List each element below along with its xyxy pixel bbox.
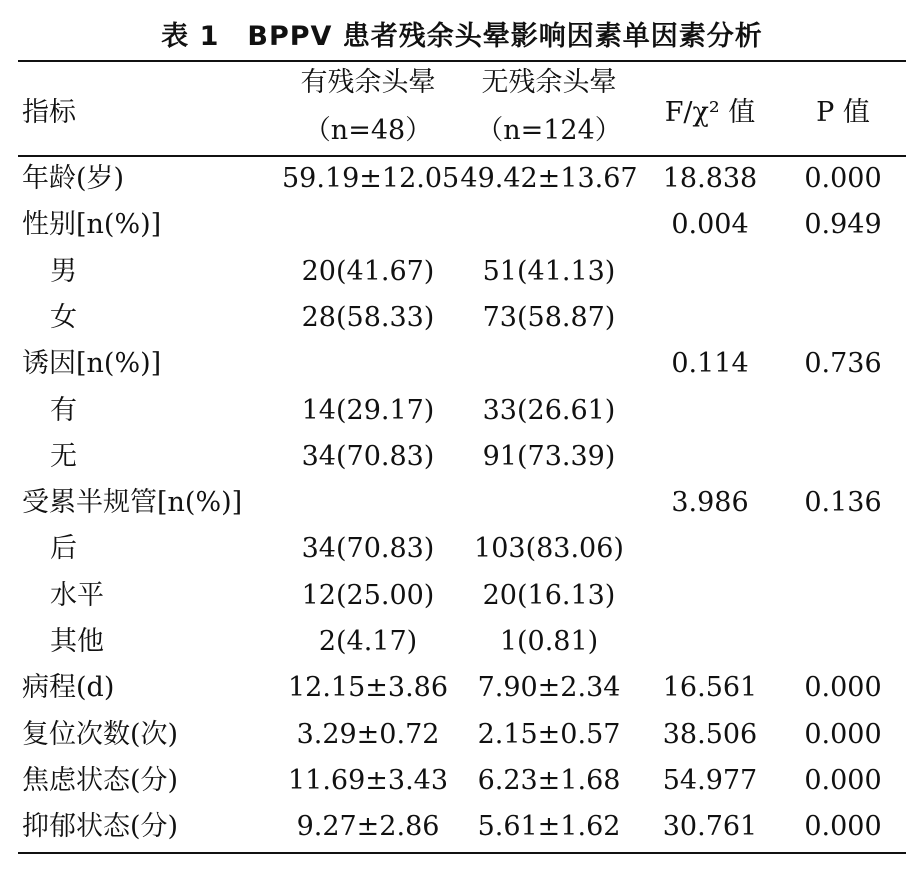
p-value: 0.000 — [804, 672, 882, 704]
row-label: 诱因[n(%)] — [22, 348, 162, 380]
group2-value: 51(41.13) — [482, 255, 616, 287]
row-label: 病程(d) — [22, 672, 115, 704]
group2-value: 2.15±0.57 — [477, 718, 621, 750]
stat-value: 18.838 — [662, 163, 758, 194]
stat-value: 3.986 — [671, 487, 749, 519]
group1-value: 3.29±0.72 — [296, 718, 440, 750]
group2-value: 73(58.87) — [482, 301, 616, 333]
group1-value: 28(58.33) — [301, 301, 435, 333]
stat-value: 0.114 — [671, 348, 749, 380]
stat-value: 38.506 — [662, 718, 758, 750]
table-row — [0, 761, 924, 801]
group1-value: 59.19±12.05 — [282, 163, 460, 194]
p-value: 0.736 — [804, 348, 882, 380]
group2-value: 49.42±13.67 — [460, 163, 638, 194]
bottom-rule — [18, 852, 906, 854]
table-caption: 表 1 BPPV 患者残余头晕影响因素单因素分析 — [161, 21, 763, 52]
group2-value: 1(0.81) — [499, 626, 599, 657]
group1-value: 2(4.17) — [318, 626, 418, 657]
row-label: 水平 — [50, 579, 104, 611]
row-label: 男 — [50, 255, 77, 287]
table-row — [0, 576, 924, 616]
table-row — [0, 807, 924, 847]
table-row — [0, 391, 924, 431]
table-row — [0, 298, 924, 338]
header-p: P 值 — [816, 97, 870, 128]
row-label: 抑郁状态(分) — [22, 811, 179, 843]
row-label: 后 — [50, 533, 77, 565]
stat-value: 30.761 — [662, 811, 758, 843]
group1-value: 11.69±3.43 — [287, 764, 449, 796]
group2-value: 103(83.06) — [474, 533, 624, 565]
p-value: 0.949 — [804, 209, 882, 241]
table-row — [0, 437, 924, 477]
p-value: 0.000 — [804, 764, 882, 796]
table-row — [0, 344, 924, 384]
group1-value: 12(25.00) — [301, 579, 435, 611]
header-group1-n: （n=48） — [303, 115, 433, 146]
header-group2-name: 无残余头晕 — [481, 67, 617, 98]
row-label: 复位次数(次) — [22, 718, 179, 750]
table-row — [0, 668, 924, 708]
group2-value: 5.61±1.62 — [477, 811, 621, 843]
group2-value: 33(26.61) — [482, 394, 616, 426]
row-label: 无 — [50, 440, 77, 472]
row-label: 其他 — [50, 626, 104, 657]
header-indicator: 指标 — [22, 97, 76, 128]
p-value: 0.136 — [804, 487, 882, 519]
group1-value: 20(41.67) — [301, 255, 435, 287]
group2-value: 91(73.39) — [482, 440, 616, 472]
row-label: 有 — [50, 394, 77, 426]
table-row — [0, 715, 924, 755]
row-label: 年龄(岁) — [22, 163, 125, 194]
header-group1-name: 有残余头晕 — [300, 67, 436, 98]
row-label: 女 — [50, 301, 77, 333]
table-row — [0, 529, 924, 569]
group2-value: 7.90±2.34 — [477, 672, 621, 704]
group2-value: 20(16.13) — [482, 579, 616, 611]
stat-value: 0.004 — [671, 209, 749, 241]
p-value: 0.000 — [804, 811, 882, 843]
row-label: 焦虑状态(分) — [22, 764, 179, 796]
group1-value: 34(70.83) — [301, 533, 435, 565]
stat-value: 54.977 — [662, 764, 758, 796]
table-row — [0, 483, 924, 523]
table-row — [0, 252, 924, 292]
group1-value: 9.27±2.86 — [296, 811, 440, 843]
header-stat: F/χ² 值 — [664, 97, 756, 128]
group2-value: 6.23±1.68 — [477, 764, 621, 796]
table-row — [0, 622, 924, 662]
stat-value: 16.561 — [662, 672, 758, 704]
header-group2-n: （n=124） — [476, 115, 622, 146]
p-value: 0.000 — [804, 163, 882, 194]
group1-value: 12.15±3.86 — [287, 672, 449, 704]
row-label: 受累半规管[n(%)] — [22, 487, 243, 519]
table-row — [0, 159, 924, 199]
table-row — [0, 205, 924, 245]
group1-value: 14(29.17) — [301, 394, 435, 426]
row-label: 性别[n(%)] — [22, 209, 162, 241]
p-value: 0.000 — [804, 718, 882, 750]
group1-value: 34(70.83) — [301, 440, 435, 472]
